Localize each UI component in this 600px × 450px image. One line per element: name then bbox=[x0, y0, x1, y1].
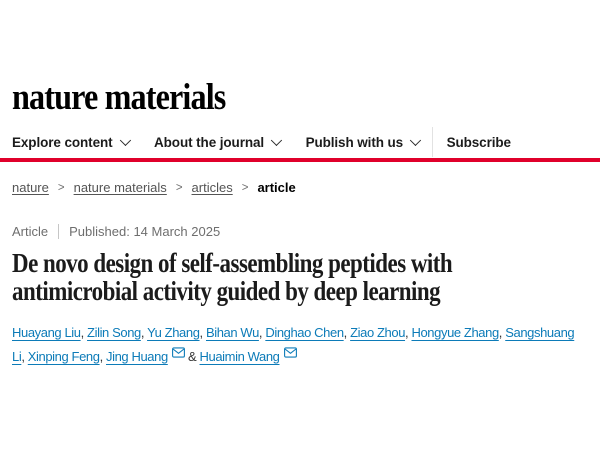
envelope-icon bbox=[284, 347, 297, 358]
breadcrumb bbox=[12, 180, 588, 196]
nav-item-about-the-journal[interactable] bbox=[154, 135, 280, 150]
subscribe-link[interactable]: Subscribe bbox=[446, 134, 511, 150]
article-title-line-1: De novo design of self-assembling peptides with bbox=[12, 248, 453, 278]
breadcrumb-link-nature-materials[interactable]: nature materials bbox=[73, 180, 167, 195]
author-link[interactable]: Zilin Song bbox=[87, 325, 141, 340]
author-separator: , bbox=[199, 325, 203, 340]
journal-accent-rule bbox=[0, 158, 600, 162]
breadcrumb-current: article bbox=[257, 180, 296, 195]
breadcrumb-separator-icon: > bbox=[241, 182, 249, 194]
author-link[interactable]: Huaimin Wang bbox=[199, 349, 280, 364]
chevron-down-icon bbox=[120, 134, 131, 145]
nav-item-explore-content[interactable] bbox=[12, 135, 128, 150]
author-separator: , bbox=[258, 325, 263, 340]
author-link[interactable]: Bihan Wu bbox=[205, 325, 259, 340]
author-link[interactable]: Dinghao Chen bbox=[265, 325, 344, 340]
chevron-down-icon bbox=[271, 134, 282, 145]
author-separator: , bbox=[21, 349, 25, 364]
author-separator: , bbox=[140, 325, 145, 340]
main-nav bbox=[12, 132, 588, 152]
author-link[interactable]: Sangshuang Li bbox=[12, 325, 575, 364]
article-title-line-2: antimicrobial activity guided by deep learning bbox=[12, 276, 441, 306]
nav-item-label: Explore content bbox=[12, 134, 113, 150]
author-link[interactable]: Hongyue Zhang bbox=[411, 325, 499, 340]
article-title bbox=[12, 249, 502, 305]
author-separator: , bbox=[343, 325, 347, 340]
author-email-link[interactable] bbox=[284, 345, 297, 369]
journal-logo[interactable]: nature materials bbox=[12, 77, 226, 118]
author-link[interactable]: Ziao Zhou bbox=[350, 325, 406, 340]
breadcrumb-separator-icon: > bbox=[175, 182, 183, 194]
meta-divider bbox=[58, 224, 59, 239]
author-ampersand: & bbox=[188, 349, 197, 364]
author-separator: , bbox=[99, 349, 103, 364]
author-list bbox=[12, 321, 588, 369]
article-type-label: Article bbox=[12, 224, 49, 239]
author-separator: , bbox=[498, 325, 503, 340]
author-link[interactable]: Huayang Liu bbox=[12, 325, 81, 340]
nav-item-publish-with-us[interactable] bbox=[306, 135, 419, 150]
author-link[interactable]: Xinping Feng bbox=[27, 349, 100, 364]
author-separator: , bbox=[80, 325, 84, 340]
published-date: Published: 14 March 2025 bbox=[69, 224, 221, 239]
author-link[interactable]: Jing Huang bbox=[106, 349, 168, 364]
breadcrumb-link-nature[interactable]: nature bbox=[12, 180, 49, 195]
author-separator: , bbox=[405, 325, 409, 340]
author-link[interactable]: Yu Zhang bbox=[147, 325, 200, 340]
envelope-icon bbox=[172, 347, 185, 358]
article-meta bbox=[12, 223, 588, 240]
author-email-link[interactable] bbox=[172, 345, 185, 369]
breadcrumb-link-articles[interactable]: articles bbox=[191, 180, 233, 195]
chevron-down-icon bbox=[410, 134, 421, 145]
masthead bbox=[0, 0, 600, 117]
nav-item-label: Publish with us bbox=[305, 134, 404, 150]
nav-divider bbox=[432, 127, 433, 157]
breadcrumb-separator-icon: > bbox=[57, 182, 65, 194]
nav-item-label: About the journal bbox=[154, 134, 265, 150]
